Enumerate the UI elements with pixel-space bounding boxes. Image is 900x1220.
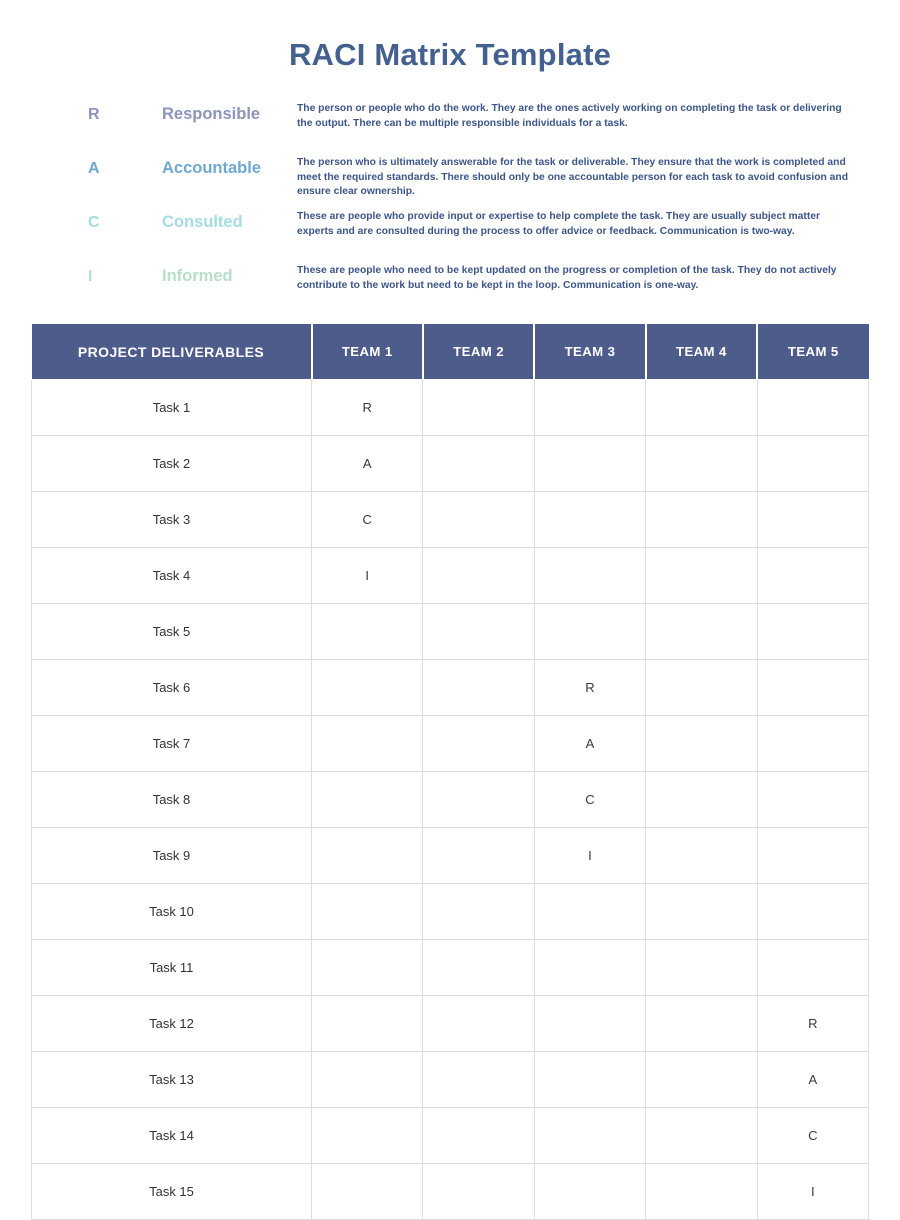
raci-cell-i[interactable]: I [534,828,645,884]
task-label: Task 8 [32,772,312,828]
raci-cell-i[interactable]: I [312,548,423,604]
legend-letter-c: C [88,214,100,232]
task-label: Task 6 [32,660,312,716]
raci-cell-empty[interactable] [423,548,534,604]
raci-cell-empty[interactable] [423,884,534,940]
raci-cell-empty[interactable] [534,380,645,436]
raci-cell-empty[interactable] [757,940,868,996]
raci-cell-empty[interactable] [646,436,757,492]
table-row [32,884,869,940]
raci-cell-empty[interactable] [423,660,534,716]
raci-cell-empty[interactable] [423,492,534,548]
raci-cell-empty[interactable] [423,940,534,996]
legend-letter-i: I [88,268,93,286]
raci-cell-a[interactable]: A [757,1052,868,1108]
task-label: Task 10 [32,884,312,940]
raci-cell-empty[interactable] [534,492,645,548]
table-row [32,492,869,548]
raci-cell-empty[interactable] [423,828,534,884]
legend-name-responsible: Responsible [162,105,261,124]
task-label: Task 11 [32,940,312,996]
raci-cell-empty[interactable] [757,660,868,716]
raci-cell-empty[interactable] [757,772,868,828]
raci-cell-empty[interactable] [534,1108,645,1164]
raci-cell-empty[interactable] [423,1108,534,1164]
task-label: Task 14 [32,1108,312,1164]
raci-cell-empty[interactable] [646,1052,757,1108]
table-row [32,660,869,716]
raci-cell-empty[interactable] [423,436,534,492]
column-header-team-2: TEAM 2 [423,324,534,380]
column-header-team-3: TEAM 3 [534,324,645,380]
task-label: Task 5 [32,604,312,660]
task-label: Task 2 [32,436,312,492]
raci-cell-empty[interactable] [757,380,868,436]
raci-cell-empty[interactable] [312,940,423,996]
raci-cell-empty[interactable] [423,996,534,1052]
legend-description-accountable: The person who is ultimately answerable for the task or deliverable. They ensure that the work is completed and meet the required standards. There should only be one accountable person for each task to avoid confusion and ensure clear ownership. [297,157,848,198]
raci-cell-empty[interactable] [534,996,645,1052]
table-body [32,380,869,1220]
table-row [32,996,869,1052]
table-header [32,324,869,380]
raci-cell-empty[interactable] [646,548,757,604]
legend-letter-r: R [88,106,100,124]
raci-cell-empty[interactable] [312,1052,423,1108]
legend-row-accountable [88,154,862,200]
task-label: Task 7 [32,716,312,772]
column-header-team-4: TEAM 4 [646,324,757,380]
raci-cell-empty[interactable] [534,1052,645,1108]
raci-cell-empty[interactable] [646,940,757,996]
raci-cell-empty[interactable] [423,772,534,828]
table-row [32,716,869,772]
raci-cell-empty[interactable] [534,548,645,604]
task-label: Task 13 [32,1052,312,1108]
table-row [32,436,869,492]
raci-cell-empty[interactable] [534,1164,645,1220]
raci-cell-empty[interactable] [757,604,868,660]
raci-cell-empty[interactable] [646,492,757,548]
table-row [32,772,869,828]
raci-cell-r[interactable]: R [534,660,645,716]
legend-name-consulted: Consulted [162,213,243,232]
table-row [32,380,869,436]
column-header-team-1: TEAM 1 [312,324,423,380]
raci-cell-a[interactable]: A [312,436,423,492]
raci-cell-c[interactable]: C [757,1108,868,1164]
raci-cell-empty[interactable] [312,884,423,940]
raci-cell-empty[interactable] [757,492,868,548]
legend-row-consulted [88,208,862,254]
raci-cell-empty[interactable] [534,436,645,492]
table-header-row [32,324,869,380]
raci-cell-i[interactable]: I [757,1164,868,1220]
task-label: Task 4 [32,548,312,604]
table-row [32,548,869,604]
legend-row-informed [88,262,862,308]
raci-cell-empty[interactable] [312,996,423,1052]
raci-cell-empty[interactable] [312,660,423,716]
raci-cell-empty[interactable] [646,884,757,940]
raci-cell-empty[interactable] [423,604,534,660]
column-header-team-5: TEAM 5 [757,324,868,380]
raci-cell-empty[interactable] [423,1164,534,1220]
raci-cell-empty[interactable] [312,772,423,828]
raci-cell-a[interactable]: A [534,716,645,772]
legend-description-consulted: These are people who provide input or expertise to help complete the task. They are usually subject matter experts and are consulted during the process to offer advice or feedback. Communication is two-way. [297,211,820,237]
raci-cell-empty[interactable] [646,660,757,716]
table-row [32,604,869,660]
task-label: Task 1 [32,380,312,436]
legend-description-responsible: The person or people who do the work. They are the ones actively working on completing the task or delivering the output. There can be multiple responsible individuals for a task. [297,103,842,129]
raci-cell-empty[interactable] [423,716,534,772]
raci-cell-empty[interactable] [312,1164,423,1220]
raci-cell-empty[interactable] [646,1164,757,1220]
raci-cell-empty[interactable] [312,604,423,660]
raci-cell-empty[interactable] [646,772,757,828]
raci-cell-empty[interactable] [423,380,534,436]
legend-letter-a: A [88,160,100,178]
raci-cell-empty[interactable] [423,1052,534,1108]
raci-cell-empty[interactable] [534,604,645,660]
raci-cell-empty[interactable] [757,436,868,492]
raci-cell-empty[interactable] [312,716,423,772]
legend-name-accountable: Accountable [162,159,262,178]
raci-cell-empty[interactable] [646,380,757,436]
raci-cell-empty[interactable] [757,828,868,884]
table-row [32,1164,869,1220]
raci-cell-empty[interactable] [646,828,757,884]
table-row [32,828,869,884]
raci-cell-empty[interactable] [757,548,868,604]
task-label: Task 3 [32,492,312,548]
raci-matrix-table [31,324,869,1220]
raci-cell-c[interactable]: C [312,492,423,548]
table-row [32,1108,869,1164]
column-header-project-deliverables: PROJECT DELIVERABLES [32,324,312,380]
task-label: Task 15 [32,1164,312,1220]
legend-description-informed: These are people who need to be kept updated on the progress or completion of the task. They do not actively contribute to the work but need to be kept in the loop. Communication is one-way. [297,265,837,291]
raci-cell-c[interactable]: C [534,772,645,828]
legend-name-informed: Informed [162,267,233,286]
raci-cell-empty[interactable] [646,604,757,660]
raci-cell-r[interactable]: R [757,996,868,1052]
raci-cell-empty[interactable] [312,1108,423,1164]
legend-row-responsible [88,100,862,146]
raci-cell-empty[interactable] [534,940,645,996]
raci-cell-empty[interactable] [646,996,757,1052]
raci-cell-empty[interactable] [646,716,757,772]
raci-table-container [31,324,869,1220]
raci-cell-empty[interactable] [534,884,645,940]
page-title: RACI Matrix Template [288,37,612,72]
raci-cell-empty[interactable] [757,716,868,772]
raci-cell-empty[interactable] [646,1108,757,1164]
task-label: Task 9 [32,828,312,884]
raci-cell-empty[interactable] [312,828,423,884]
table-row [32,940,869,996]
table-row [32,1052,869,1108]
task-label: Task 12 [32,996,312,1052]
raci-cell-r[interactable]: R [312,380,423,436]
raci-cell-empty[interactable] [757,884,868,940]
raci-legend [0,100,900,308]
